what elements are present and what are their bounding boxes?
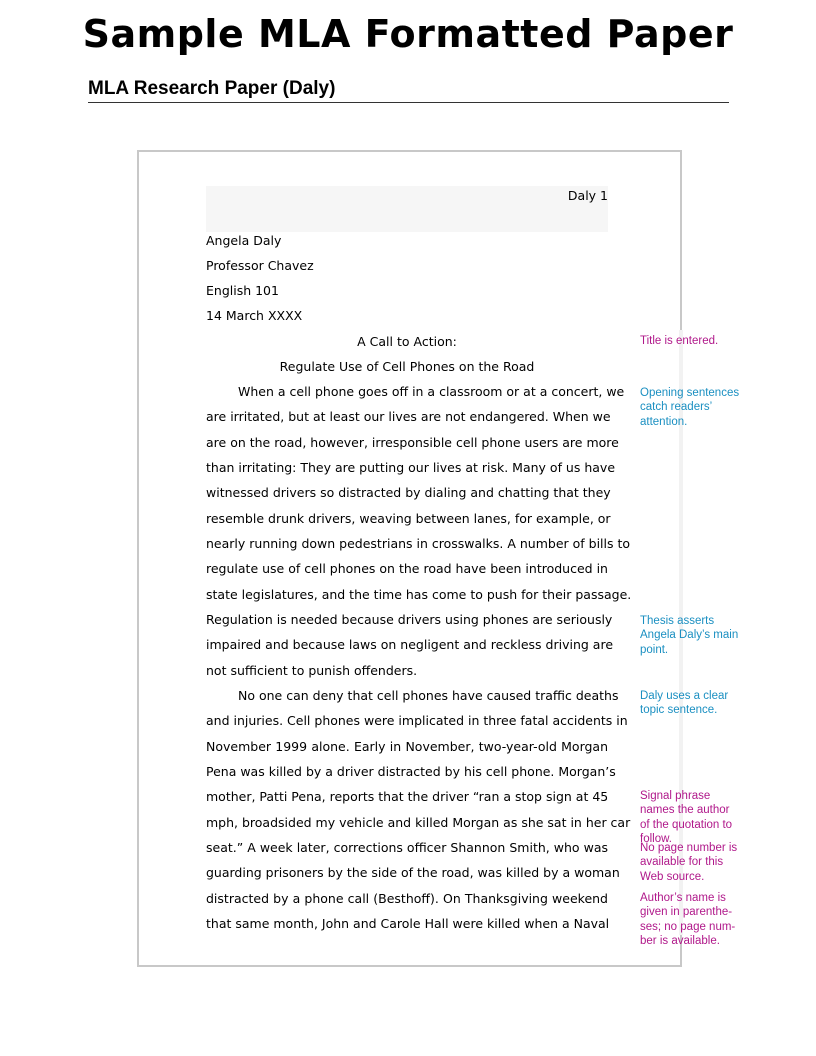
body-line: resemble drunk drivers, weaving between lanes, for example, or — [206, 511, 611, 526]
annotation-thesis: Thesis asserts Angela Daly’s main point. — [640, 615, 739, 656]
body-line: are irritated, but at least our lives are not endangered. When we — [206, 409, 611, 424]
body-line: are on the road, however, irresponsible cell phone users are more — [206, 435, 619, 450]
annotation-opening: Opening sentences catch readers’ attention. — [640, 387, 740, 428]
body-line: not sufficient to punish offenders. — [206, 663, 418, 678]
body-line: seat.” A week later, corrections officer Shannon Smith, who was — [206, 840, 608, 855]
body-line: that same month, John and Carole Hall were killed when a Naval — [206, 916, 610, 931]
body-line: nearly running down pedestrians in crosswalks. A number of bills to — [206, 536, 631, 551]
heading-date: 14 March XXXX — [206, 308, 303, 323]
body-line: Regulation is needed because drivers using phones are seriously — [206, 612, 613, 627]
body-line: mph, broadsided my vehicle and killed Morgan as she sat in her car — [206, 815, 631, 830]
heading-course: English 101 — [206, 283, 279, 298]
body-line: regulate use of cell phones on the road have been introduced in — [206, 561, 608, 576]
body-line: state legislatures, and the time has come to push for their passage. — [206, 587, 632, 602]
body-line: When a cell phone goes off in a classroom or at a concert, we — [238, 384, 625, 399]
paper-title-line-2: Regulate Use of Cell Phones on the Road — [279, 359, 535, 374]
annotation-topic-sentence: Daly uses a clear topic sentence. — [640, 690, 729, 717]
body-line: distracted by a phone call (Besthoff). On Thanksgiving weekend — [206, 891, 608, 906]
page-subtitle: MLA Research Paper (Daly) — [88, 78, 336, 99]
body-line: November 1999 alone. Early in November, two-year-old Morgan — [206, 739, 608, 754]
heading-instructor: Professor Chavez — [206, 258, 314, 273]
body-line: No one can deny that cell phones have caused traffic deaths — [238, 688, 619, 703]
heading-author: Angela Daly — [206, 233, 282, 248]
body-line: than irritating: They are putting our lives at risk. Many of us have — [206, 460, 616, 475]
paper-title-line-1: A Call to Action: — [357, 334, 457, 349]
running-head-page-number: Daly 1 — [567, 188, 608, 203]
annotation-no-page-number: No page number is available for this Web source. — [640, 842, 738, 883]
annotation-signal-phrase: Signal phrase names the author of the quotation to follow. — [640, 790, 733, 845]
body-line: Pena was killed by a driver distracted by his cell phone. Morgan’s — [206, 764, 616, 779]
title-divider — [88, 102, 729, 103]
body-line: and injuries. Cell phones were implicated in three fatal accidents in — [206, 713, 628, 728]
body-line: witnessed drivers so distracted by dialing and chatting that they — [206, 485, 611, 500]
annotation-author-parentheses: Author’s name is given in parenthe-ses; no page num-ber is available. — [640, 892, 736, 947]
body-line: mother, Patti Pena, reports that the driver “ran a stop sign at 45 — [206, 789, 609, 804]
page-title: Sample MLA Formatted Paper — [82, 12, 734, 56]
body-line: impaired and because laws on negligent and reckless driving are — [206, 637, 614, 652]
annotation-title: Title is entered. — [640, 335, 719, 347]
body-line: guarding prisoners by the side of the road, was killed by a woman — [206, 865, 620, 880]
